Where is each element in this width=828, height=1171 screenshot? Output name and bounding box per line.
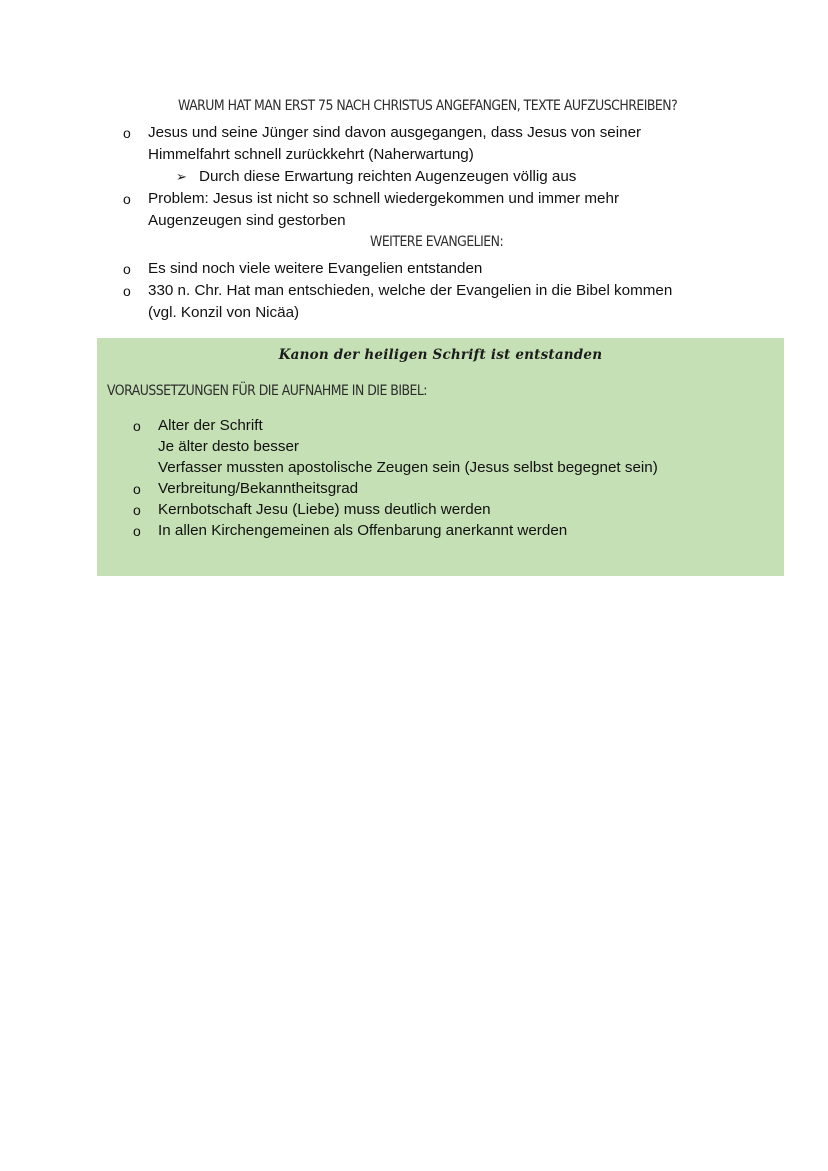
section-heading-why-75: WARUM HAT MAN ERST 75 NACH CHRISTUS ANGEFANGEN, TEXTE AUFZUSCHREIBEN? [178, 98, 678, 114]
list-item-line: Alter der Schrift [158, 417, 263, 434]
list-item-line: In allen Kirchengemeinen als Offenbarung anerkannt werden [158, 522, 568, 539]
voraussetzungen-heading: VORAUSSETZUNGEN FÜR DIE AUFNAHME IN DIE BIBEL: [107, 383, 428, 399]
bullet-marker: o [133, 481, 141, 497]
arrow-bullet-icon: ➢ [176, 169, 187, 184]
kanon-title: Kanon der heiligen Schrift ist entstanden [278, 347, 603, 363]
list-item-line: Verbreitung/Bekanntheitsgrad [158, 480, 359, 497]
list-item-line: Augenzeugen sind gestorben [148, 212, 346, 229]
bullet-marker: o [123, 261, 131, 277]
bullet-marker: o [133, 523, 141, 539]
list-item-line: (vgl. Konzil von Nicäa) [148, 304, 300, 321]
section-heading-weitere-evangelien: WEITERE EVANGELIEN: [370, 234, 504, 250]
bullet-marker: o [123, 191, 131, 207]
kanon-highlight-box [97, 338, 784, 576]
list-item-line: Es sind noch viele weitere Evangelien entstanden [148, 260, 483, 277]
list-item-line: Durch diese Erwartung reichten Augenzeugen völlig aus [199, 168, 577, 185]
bullet-marker: o [133, 418, 141, 434]
list-item-line: Himmelfahrt schnell zurückkehrt (Naherwartung) [148, 146, 474, 163]
bullet-marker: o [133, 502, 141, 518]
list-item-line: 330 n. Chr. Hat man entschieden, welche der Evangelien in die Bibel kommen [148, 282, 673, 299]
list-item-line: Verfasser mussten apostolische Zeugen sein (Jesus selbst begegnet sein) [158, 459, 658, 476]
list-item-line: Je älter desto besser [158, 438, 299, 455]
list-item-line: Kernbotschaft Jesu (Liebe) muss deutlich werden [158, 501, 491, 518]
bullet-marker: o [123, 125, 131, 141]
list-item-line: Problem: Jesus ist nicht so schnell wiedergekommen und immer mehr [148, 190, 619, 207]
list-item-line: Jesus und seine Jünger sind davon ausgegangen, dass Jesus von seiner [148, 124, 642, 141]
bullet-marker: o [123, 283, 131, 299]
